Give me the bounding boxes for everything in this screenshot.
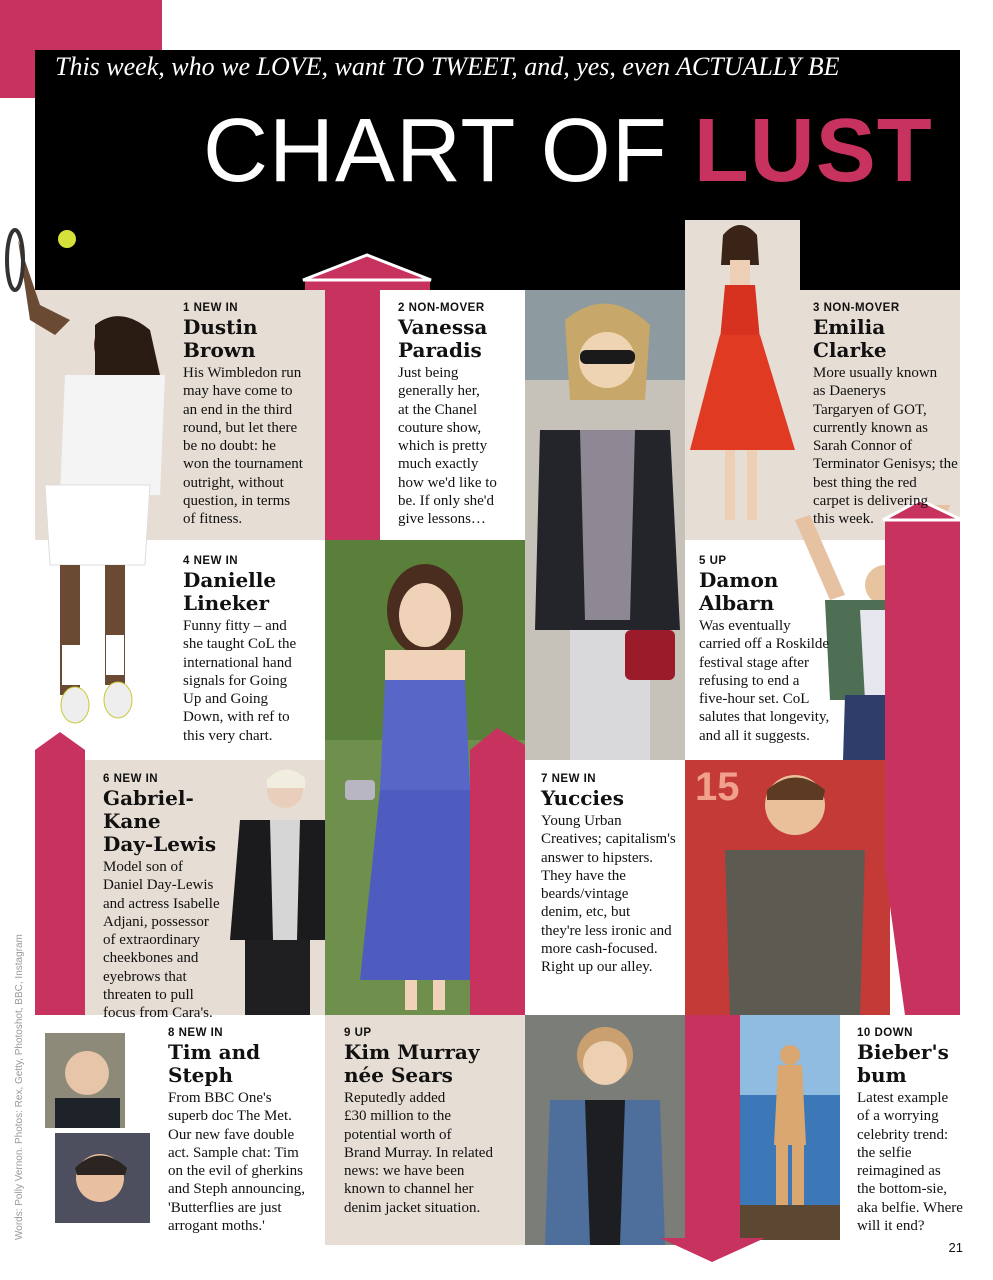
- entry-4-desc: Funny fitty – and she taught CoL the international hand signals for Going Up and Going Down, with ref to this very chart.: [183, 618, 297, 744]
- entry-5-rank: 5 UP: [699, 555, 727, 567]
- arrow-up-5: [885, 500, 960, 1015]
- entry-6-desc: Model son of Daniel Day-Lewis and actress Isabelle Adjani, possessor of extraordinary cheekbones and eyebrows that threaten to pull focus from Cara's.: [103, 859, 220, 1022]
- arrow-down-10: [660, 1015, 765, 1262]
- entry-5-desc: Was eventually carried off a Roskilde festival stage after refusing to end a five-hour set. CoL salutes that longevity, and all it suggests.: [699, 618, 830, 744]
- entry-1-name: Dustin Brown: [183, 315, 258, 362]
- arrow-up-6: [35, 732, 85, 1015]
- title-plain: CHART OF: [203, 101, 694, 201]
- entry-7-rank: 7 NEW IN: [541, 773, 597, 785]
- entry-9: [344, 1027, 524, 1217]
- entry-9-desc: Reputedly added £30 million to the potential worth of Brand Murray. In related news: we have been known to channel her denim jacket situation.: [344, 1090, 493, 1216]
- entry-7: [541, 773, 684, 977]
- entry-7-name: Yuccies: [541, 786, 625, 810]
- entry-6-name: Gabriel-Kane Day-Lewis: [103, 786, 217, 856]
- entry-8-rank: 8 NEW IN: [168, 1027, 224, 1039]
- entry-10: [857, 1027, 972, 1235]
- entry-8-desc: From BBC One's superb doc The Met. Our new fave double act. Sample chat: Tim on the evil of gherkins and Steph announcing, 'Butterflies are just arrogant moths.': [168, 1090, 306, 1235]
- entry-3: [813, 302, 958, 529]
- photo-credit: Words: Polly Vernon. Photos: Rex, Getty, Photoshot, BBC, Instagram: [14, 934, 25, 1240]
- entry-4-rank: 4 NEW IN: [183, 555, 239, 567]
- entry-3-rank: 3 NON-MOVER: [813, 302, 900, 314]
- entry-9-rank: 9 UP: [344, 1027, 372, 1039]
- entry-8: [168, 1027, 323, 1235]
- entry-8-name: Tim and Steph: [168, 1040, 261, 1087]
- entry-1: [183, 302, 323, 529]
- entry-1-rank: 1 NEW IN: [183, 302, 239, 314]
- entry-1-desc: His Wimbledon run may have come to an end in the third round, but let there be no doubt: he won the tournament outright, without question, in terms of fitness.: [183, 365, 303, 528]
- arrow-up-7: [470, 728, 525, 1015]
- page-number: 21: [948, 1240, 963, 1255]
- entry-2-name: Vanessa Paradis: [398, 315, 488, 362]
- entry-2-desc: Just being generally her, at the Chanel couture show, which is pretty much exactly how we'd like to be. If only she'd give lessons…: [398, 365, 497, 528]
- entry-6-rank: 6 NEW IN: [103, 773, 159, 785]
- entry-7-desc: Young Urban Creatives; capitalism's answer to hipsters. They have the beards/vintage denim, etc, but they're less ironic and more cash-focused. Right up our alley.: [541, 813, 676, 976]
- entry-5-name: Damon Albarn: [699, 568, 779, 615]
- entry-3-desc: More usually known as Daenerys Targaryen of GOT, currently known as Sarah Connor of Terminator Genisys; the best thing the red carpet is delivering this week.: [813, 365, 958, 528]
- entry-10-desc: Latest example of a worrying celebrity trend: the selfie reimagined as the bottom-sie, aka belfie. Where will it end?: [857, 1090, 963, 1235]
- entry-9-name: Kim Murray née Sears: [344, 1040, 480, 1087]
- svg-text:15: 15: [695, 765, 740, 809]
- tagline: This week, who we LOVE, want TO TWEET, and, yes, even ACTUALLY BE: [55, 52, 840, 81]
- entry-2-rank: 2 NON-MOVER: [398, 302, 485, 314]
- entry-2: [398, 302, 523, 529]
- entry-10-rank: 10 DOWN: [857, 1027, 913, 1039]
- entry-3-name: Emilia Clarke: [813, 315, 887, 362]
- entry-4-name: Danielle Lineker: [183, 568, 277, 615]
- title-accent: LUST: [693, 101, 933, 201]
- entry-6: [103, 773, 228, 1023]
- entry-5: [699, 555, 834, 745]
- entry-4: [183, 555, 323, 745]
- entry-10-name: Bieber's bum: [857, 1040, 949, 1087]
